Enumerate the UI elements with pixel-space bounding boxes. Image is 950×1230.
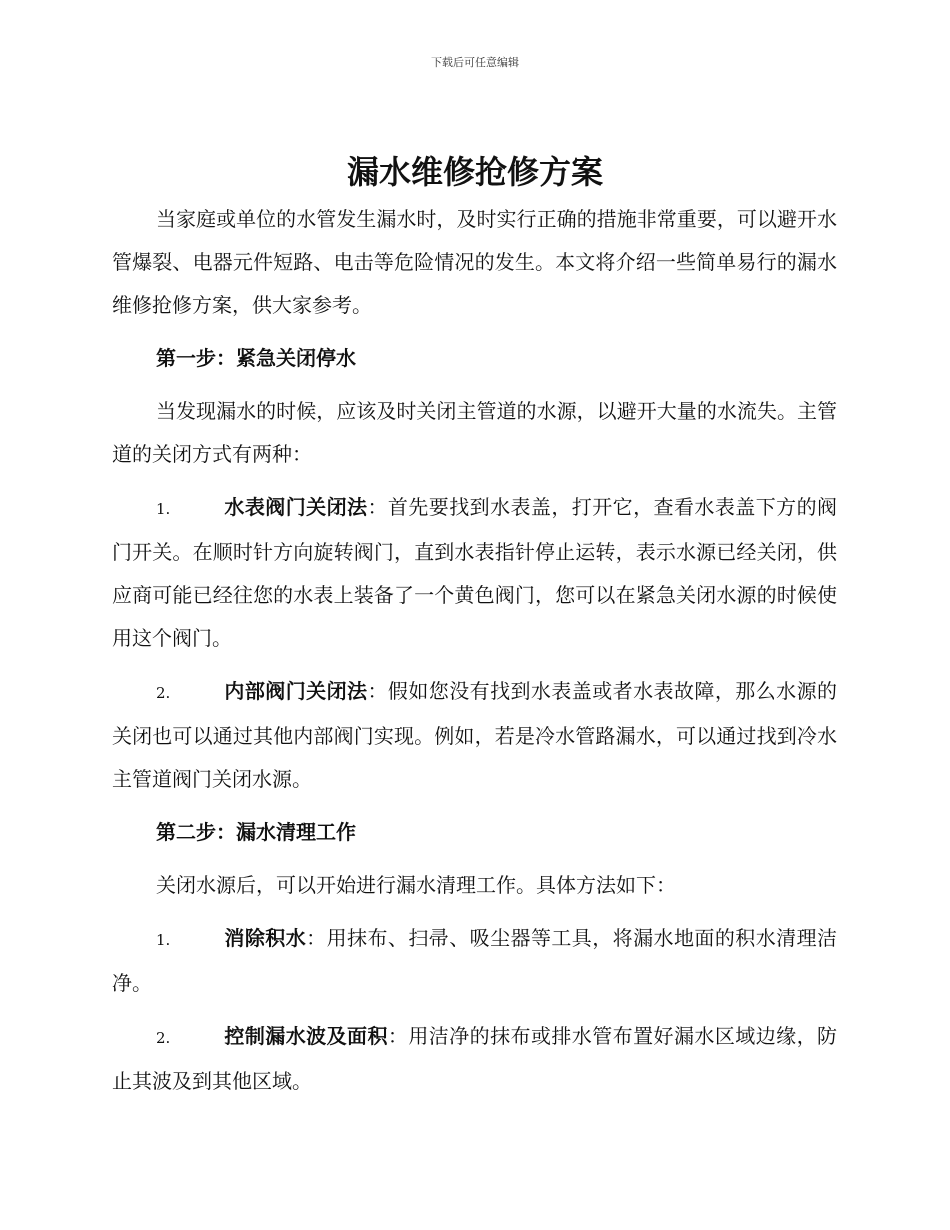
- list-text: ：用抹布、扫帚、吸尘器等工具，将漏水地面的积水清理洁净。: [112, 926, 838, 995]
- step2-heading: 第二步：漏水清理工作: [156, 820, 356, 844]
- list-item: [112, 1015, 837, 1103]
- header-note: 下载后可任意编辑: [431, 56, 519, 69]
- list-term: 控制漏水波及面积: [224, 1024, 388, 1048]
- list-text: ：用洁净的抹布或排水管布置好漏水区域边缘，防止其波及到其他区域。: [112, 1024, 838, 1093]
- list-number: 1.: [156, 931, 171, 949]
- document-body: [112, 198, 837, 1113]
- intro-paragraph: 当家庭或单位的水管发生漏水时，及时实行正确的措施非常重要，可以避开水管爆裂、电器元件短路、电击等危险情况的发生。本文将介绍一些简单易行的漏水维修抢修方案，供大家参考。: [112, 207, 837, 317]
- list-term: 消除积水: [224, 926, 307, 950]
- list-number: 2.: [156, 1029, 171, 1047]
- document-title: 漏水维修抢修方案: [346, 153, 603, 191]
- step1-heading: 第一步：紧急关闭停水: [156, 346, 356, 370]
- step2-description: 关闭水源后，可以开始进行漏水清理工作。具体方法如下：: [156, 873, 676, 897]
- list-item: [112, 486, 837, 660]
- list-number: 2.: [156, 684, 171, 702]
- list-term: 内部阀门关闭法: [224, 679, 368, 703]
- list-text: ：首先要找到水表盖，打开它，查看水表盖下方的阀门开关。在顺时针方向旋转阀门，直到水表指针停止运转，表示水源已经关闭，供应商可能已经往您的水表上装备了一个黄色阀门，您可以在紧急关闭水源的时候使用这个阀门。: [112, 495, 838, 650]
- step1-description: 当发现漏水的时候，应该及时关闭主管道的水源，以避开大量的水流失。主管道的关闭方式有两种：: [112, 399, 837, 466]
- list-item: [112, 917, 837, 1005]
- list-term: 水表阀门关闭法: [224, 495, 368, 519]
- list-item: [112, 670, 837, 801]
- list-number: 1.: [156, 500, 171, 518]
- list-text: ：假如您没有找到水表盖或者水表故障，那么水源的关闭也可以通过其他内部阀门实现。例如，若是冷水管路漏水，可以通过找到冷水主管道阀门关闭水源。: [112, 679, 838, 791]
